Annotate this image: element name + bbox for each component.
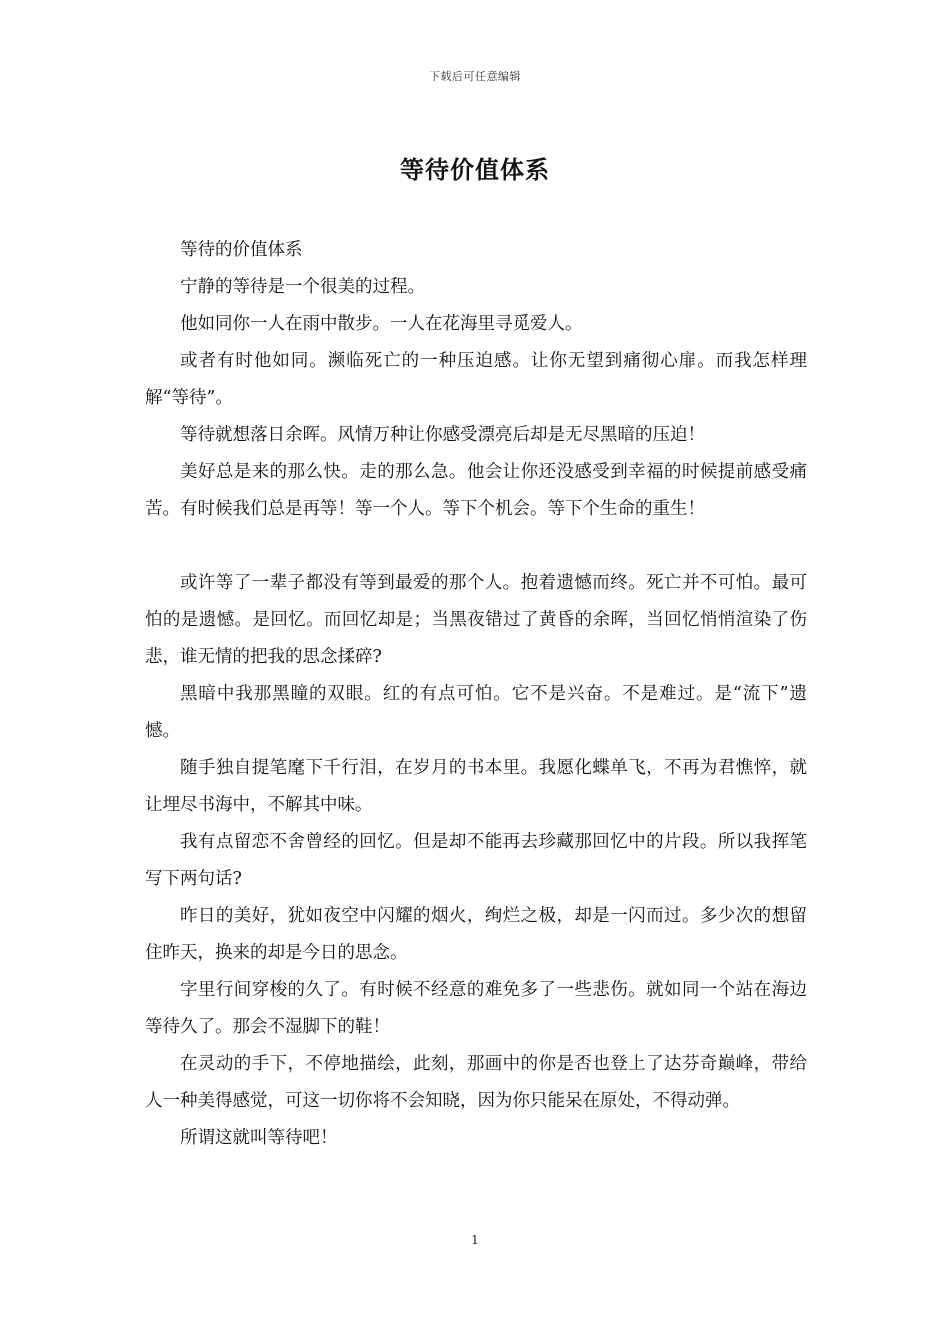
document-body — [145, 232, 807, 1157]
paragraph: 宁静的等待是一个很美的过程。 — [180, 277, 425, 297]
paragraph: 在灵动的手下，不停地描绘，此刻，那画中的你是否也登上了达芬奇巅峰，带给人一种美得感觉，可这一切你将不会知晓，因为你只能呆在原处，不得动弹。 — [145, 1054, 807, 1111]
paragraph: 等待的价值体系 — [180, 240, 303, 260]
page-header-note: 下载后可任意编辑 — [429, 70, 521, 83]
paragraph: 昨日的美好，犹如夜空中闪耀的烟火，绚烂之极，却是一闪而过。多少次的想留住昨天，换来的却是今日的思念。 — [145, 906, 807, 963]
paragraph: 黑暗中我那黑瞳的双眼。红的有点可怕。它不是兴奋。不是难过。是“流下”遗憾。 — [145, 684, 807, 741]
paragraph: 随手独自提笔麾下千行泪，在岁月的书本里。我愿化蝶单飞，不再为君憔悴，就让埋尽书海中，不解其中味。 — [145, 758, 807, 815]
paragraph: 或许等了一辈子都没有等到最爱的那个人。抱着遗憾而终。死亡并不可怕。最可怕的是遗憾。是回忆。而回忆却是；当黑夜错过了黄昏的余晖，当回忆悄悄渲染了伤悲，谁无情的把我的思念揉碎? — [145, 573, 807, 667]
paragraph: 我有点留恋不舍曾经的回忆。但是却不能再去珍藏那回忆中的片段。所以我挥笔写下两句话? — [145, 832, 807, 889]
paragraph: 字里行间穿梭的久了。有时候不经意的难免多了一些悲伤。就如同一个站在海边等待久了。那会不湿脚下的鞋！ — [145, 980, 807, 1037]
paragraph: 美好总是来的那么快。走的那么急。他会让你还没感受到幸福的时候提前感受痛苦。有时候我们总是再等！等一个人。等下个机会。等下个生命的重生！ — [145, 462, 807, 519]
document-title: 等待价值体系 — [400, 155, 550, 184]
paragraph: 等待就想落日余晖。风情万种让你感受漂亮后却是无尽黑暗的压迫！ — [180, 425, 705, 445]
paragraph: 他如同你一人在雨中散步。一人在花海里寻觅爱人。 — [180, 314, 583, 334]
paragraph: 所谓这就叫等待吧！ — [180, 1128, 338, 1148]
paragraph: 或者有时他如同。濒临死亡的一种压迫感。让你无望到痛彻心扉。而我怎样理解“等待”。 — [145, 351, 807, 408]
page-number: 1 — [471, 1233, 479, 1247]
